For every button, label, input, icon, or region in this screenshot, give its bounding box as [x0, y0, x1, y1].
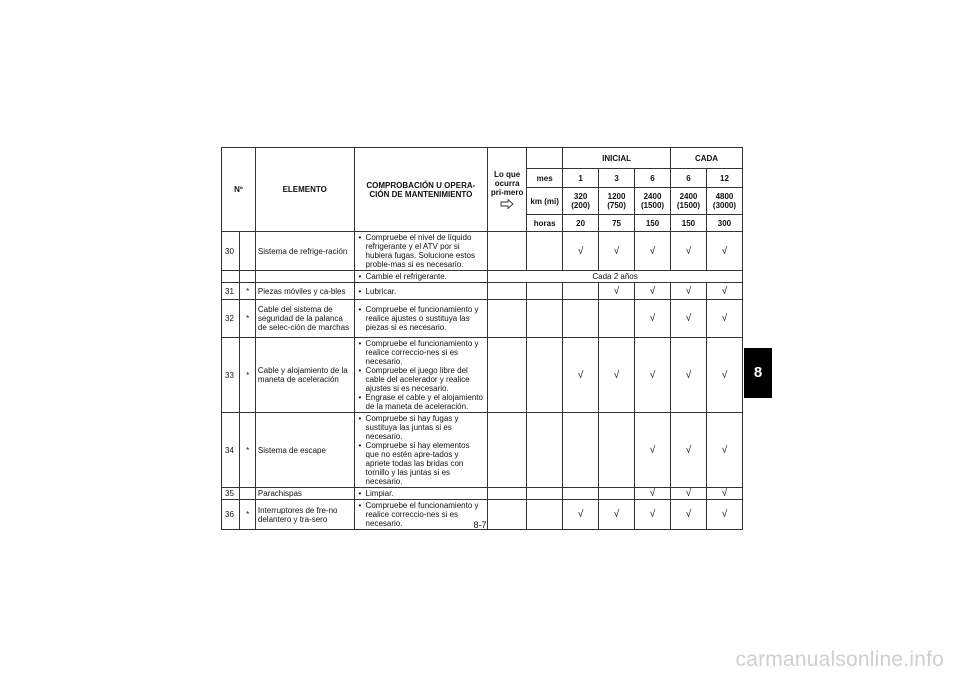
check-item: • Engrase el cable y el alojamiento de la maneta de aceleración. — [357, 393, 486, 411]
row-item: Interruptores de fre-no delantero y tra-sero — [255, 500, 354, 530]
row-asterisk: * — [240, 300, 255, 338]
row-check — [354, 300, 488, 338]
row-asterisk: * — [240, 500, 255, 530]
header-value: 320 (200) — [563, 188, 599, 215]
first-occurrence-cell — [488, 300, 527, 338]
header-value: 3 — [599, 169, 635, 188]
header-every: CADA — [670, 148, 742, 169]
check-list — [357, 489, 486, 498]
header-value: 150 — [635, 215, 671, 232]
check-list — [357, 272, 486, 281]
check-mark: √ — [635, 283, 671, 300]
check-item: • Compruebe el juego libre del cable del acelerador y realice ajustes si es necesario. — [357, 366, 486, 393]
first-occurrence-cell — [488, 488, 527, 500]
check-mark: √ — [706, 232, 742, 271]
check-mark: √ — [563, 500, 599, 530]
check-list — [357, 305, 486, 332]
header-item: ELEMENTO — [255, 148, 354, 232]
check-mark — [563, 488, 599, 500]
check-mark: √ — [706, 413, 742, 488]
check-mark: √ — [599, 338, 635, 413]
check-item: • Compruebe si hay elementos que no estén apre-tados y apriete todas las bridas con tornillo y las juntas si es necesario. — [357, 441, 486, 486]
check-mark: √ — [670, 500, 706, 530]
table-row — [222, 413, 743, 488]
header-value: 20 — [563, 215, 599, 232]
check-mark: √ — [563, 338, 599, 413]
row-item: Sistema de refrige-ración — [255, 232, 354, 271]
row-check — [354, 232, 488, 271]
header-first-label: Lo que ocurra pri-mero — [490, 170, 524, 197]
row-item — [255, 271, 354, 283]
page-number: 8-7 — [473, 520, 487, 530]
header-first — [488, 148, 527, 232]
table-row — [222, 283, 743, 300]
header-initial: INICIAL — [563, 148, 671, 169]
check-mark: √ — [635, 488, 671, 500]
header-blank — [527, 148, 563, 169]
header-value: 6 — [670, 169, 706, 188]
check-item: • Compruebe el funcionamiento y realice correccio-nes si es necesario. — [357, 501, 486, 528]
check-mark: √ — [635, 300, 671, 338]
check-mark — [599, 488, 635, 500]
check-mark: √ — [706, 300, 742, 338]
check-mark: √ — [635, 232, 671, 271]
header-value: 1 — [563, 169, 599, 188]
check-mark: √ — [670, 413, 706, 488]
blank-cell — [527, 413, 563, 488]
watermark: carmanualsonline.info — [735, 648, 944, 671]
check-item: • Compruebe el funcionamiento y realice ajustes o sustituya las piezas si es necesario. — [357, 305, 486, 332]
table-row — [222, 232, 743, 271]
row-asterisk: * — [240, 283, 255, 300]
check-item: • Compruebe si hay fugas y sustituya las juntas si es necesario. — [357, 414, 486, 441]
row-asterisk — [240, 232, 255, 271]
row-number: 30 — [222, 232, 240, 271]
header-row-label: horas — [527, 215, 563, 232]
blank-cell — [527, 338, 563, 413]
table-row — [222, 300, 743, 338]
row-asterisk — [240, 271, 255, 283]
check-mark: √ — [670, 283, 706, 300]
first-occurrence-cell — [488, 232, 527, 271]
row-asterisk: * — [240, 413, 255, 488]
check-mark: √ — [635, 338, 671, 413]
check-list — [357, 233, 486, 269]
header-row-label: km (mi) — [527, 188, 563, 215]
check-mark: √ — [635, 500, 671, 530]
first-occurrence-cell — [488, 283, 527, 300]
check-mark: √ — [563, 232, 599, 271]
header-value: 6 — [635, 169, 671, 188]
check-mark: √ — [670, 300, 706, 338]
check-mark: √ — [670, 232, 706, 271]
row-item: Piezas móviles y ca-bles — [255, 283, 354, 300]
header-value: 12 — [706, 169, 742, 188]
maintenance-rows — [222, 232, 743, 530]
check-mark: √ — [599, 283, 635, 300]
row-number: 36 — [222, 500, 240, 530]
blank-cell — [527, 300, 563, 338]
row-item: Cable y alojamiento de la maneta de aceleración — [255, 338, 354, 413]
arrow-right-icon — [500, 199, 514, 209]
check-mark: √ — [599, 500, 635, 530]
header-no: Nº — [222, 148, 256, 232]
check-mark: √ — [706, 500, 742, 530]
interval-note: Cada 2 años — [488, 271, 743, 283]
check-mark — [599, 413, 635, 488]
table-row — [222, 338, 743, 413]
header-row-label: mes — [527, 169, 563, 188]
check-mark — [563, 300, 599, 338]
row-check — [354, 488, 488, 500]
check-item: • Compruebe el funcionamiento y realice correccio-nes si es necesario. — [357, 339, 486, 366]
blank-cell — [527, 488, 563, 500]
check-list — [357, 287, 486, 296]
row-asterisk — [240, 488, 255, 500]
blank-cell — [527, 232, 563, 271]
section-tab: 8 — [744, 348, 772, 398]
check-list — [357, 414, 486, 486]
check-item: • Limpiar. — [357, 489, 486, 498]
check-item: • Cambie el refrigerante. — [357, 272, 486, 281]
row-item: Parachispas — [255, 488, 354, 500]
row-asterisk: * — [240, 338, 255, 413]
row-number: 31 — [222, 283, 240, 300]
check-mark: √ — [706, 283, 742, 300]
header-value: 2400 (1500) — [670, 188, 706, 215]
header-value: 2400 (1500) — [635, 188, 671, 215]
row-check — [354, 338, 488, 413]
check-item: • Compruebe el nivel de líquido refrigerante y el ATV por si hubiera fugas. Solucione estos proble-mas si es necesario. — [357, 233, 486, 269]
row-number: 32 — [222, 300, 240, 338]
row-check — [354, 271, 488, 283]
check-item: • Lubricar. — [357, 287, 486, 296]
table-row — [222, 488, 743, 500]
header-value: 1200 (750) — [599, 188, 635, 215]
check-mark: √ — [706, 488, 742, 500]
header-value: 300 — [706, 215, 742, 232]
header-value: 75 — [599, 215, 635, 232]
row-number: 34 — [222, 413, 240, 488]
check-mark — [563, 283, 599, 300]
row-number: 33 — [222, 338, 240, 413]
check-mark: √ — [706, 338, 742, 413]
header-value: 150 — [670, 215, 706, 232]
check-mark — [599, 300, 635, 338]
check-mark — [563, 413, 599, 488]
blank-cell — [527, 283, 563, 300]
table-row — [222, 271, 743, 283]
check-mark: √ — [670, 338, 706, 413]
row-item: Sistema de escape — [255, 413, 354, 488]
check-mark: √ — [670, 488, 706, 500]
row-number — [222, 271, 240, 283]
row-check — [354, 413, 488, 488]
first-occurrence-cell — [488, 413, 527, 488]
row-check — [354, 283, 488, 300]
row-number: 35 — [222, 488, 240, 500]
first-occurrence-cell — [488, 338, 527, 413]
check-mark: √ — [599, 232, 635, 271]
check-list — [357, 339, 486, 411]
header-check: COMPROBACIÓN U OPERA-CIÓN DE MANTENIMIENTO — [354, 148, 488, 232]
header-value: 4800 (3000) — [706, 188, 742, 215]
row-item: Cable del sistema de seguridad de la palanca de selec-ción de marchas — [255, 300, 354, 338]
check-mark: √ — [635, 413, 671, 488]
maintenance-table — [221, 147, 743, 530]
